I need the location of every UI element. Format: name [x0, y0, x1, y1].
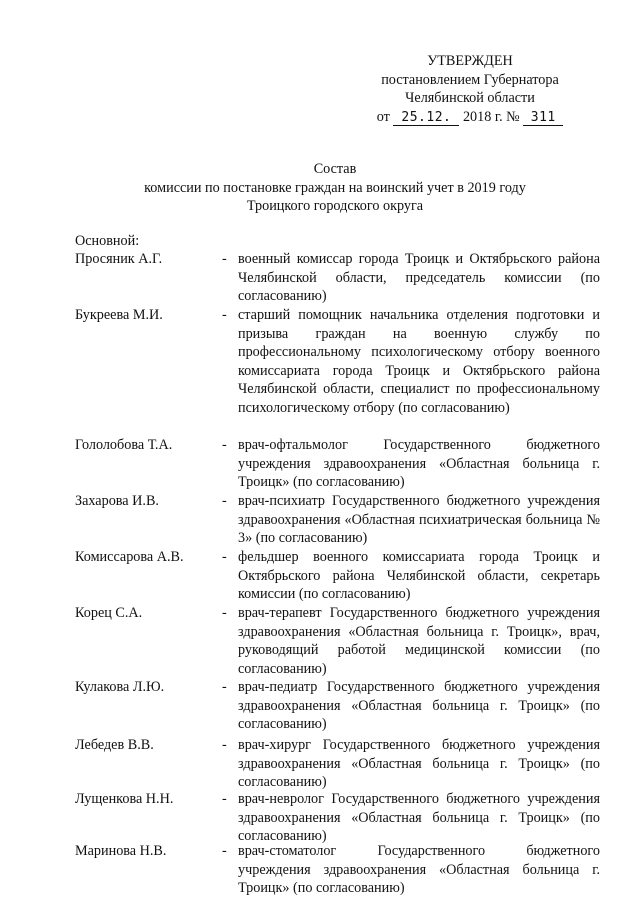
approval-number-field [523, 110, 563, 126]
member-description: врач-офтальмолог Государственного бюджетного учреждения здравоохранения «Областная больница г. Троицк» (по согласованию) [238, 437, 600, 491]
approval-year-text: 2018 г. № [462, 108, 520, 125]
document-title [100, 160, 570, 216]
approval-date-prefix: от [376, 108, 390, 125]
title-line-3: Троицкого городского округа [246, 198, 424, 214]
member-dash: - [222, 605, 227, 621]
approval-date-line [355, 108, 585, 127]
member-name: Лебедев В.В. [75, 737, 154, 753]
member-name: Букреева М.И. [75, 307, 163, 323]
member-dash: - [222, 549, 227, 565]
approval-stamp-block [355, 52, 585, 126]
member-description: врач-хирург Государственного бюджетного учреждения здравоохранения «Областная больница г. Троицк» (по согласованию) [238, 737, 600, 791]
member-name: Комиссарова А.В. [75, 549, 184, 565]
member-name: Лущенкова Н.Н. [75, 791, 174, 807]
approval-line-2: Челябинской области [405, 90, 535, 106]
member-dash: - [222, 437, 227, 453]
member-dash: - [222, 251, 227, 267]
member-dash: - [222, 737, 227, 753]
member-description: врач-невролог Государственного бюджетного учреждения здравоохранения «Областная больница г. Троицк» (по согласованию) [238, 791, 600, 845]
member-description: старший помощник начальника отделения подготовки и призыва граждан на военную службу по профессиональному психологическому отбору военного комиссариата города Троицк и Октябрьского района Челябинской области, специалист по профессиональному психологическому отбору (по согласованию) [238, 307, 600, 416]
member-description: врач-стоматолог Государственного бюджетного учреждения здравоохранения «Областная больница г. Троицк» (по согласованию) [238, 843, 600, 897]
member-name: Корец С.А. [75, 605, 143, 621]
member-description: фельдшер военного комиссариата города Троицк и Октябрьского района Челябинской области, секретарь комиссии (по согласованию) [238, 549, 600, 603]
approval-date-field [393, 110, 459, 126]
title-line-2: комиссии по постановке граждан на воинский учет в 2019 году [144, 179, 526, 196]
member-name: Просяник А.Г. [75, 251, 163, 267]
member-name: Маринова Н.В. [75, 843, 167, 859]
approval-number-value: 311 [530, 109, 556, 125]
member-dash: - [222, 307, 227, 323]
member-description: военный комиссар города Троицк и Октябрьского района Челябинской области, председатель комиссии (по согласованию) [238, 251, 600, 305]
member-name: Кулакова Л.Ю. [75, 679, 165, 695]
member-dash: - [222, 493, 227, 509]
member-dash: - [222, 843, 227, 859]
section-label-main: Основной: [75, 233, 140, 249]
member-description: врач-терапевт Государственного бюджетного учреждения здравоохранения «Областная больница г. Троицк», врач, руководящий работой медицинской комиссии (по согласованию) [238, 605, 600, 677]
approval-heading: УТВЕРЖДЕН [427, 53, 513, 69]
member-description: врач-педиатр Государственного бюджетного учреждения здравоохранения «Областная больница г. Троицк» (по согласованию) [238, 679, 600, 733]
member-name: Гололобова Т.А. [75, 437, 173, 453]
member-dash: - [222, 791, 227, 807]
member-dash: - [222, 679, 227, 695]
approval-date-value: 25.12. [401, 109, 452, 125]
approval-line-1: постановлением Губернатора [381, 71, 559, 88]
title-line-1: Состав [313, 161, 357, 177]
member-description: врач-психиатр Государственного бюджетного учреждения здравоохранения «Областная психиатрическая больница № 3» (по согласованию) [238, 493, 600, 547]
member-name: Захарова И.В. [75, 493, 159, 509]
